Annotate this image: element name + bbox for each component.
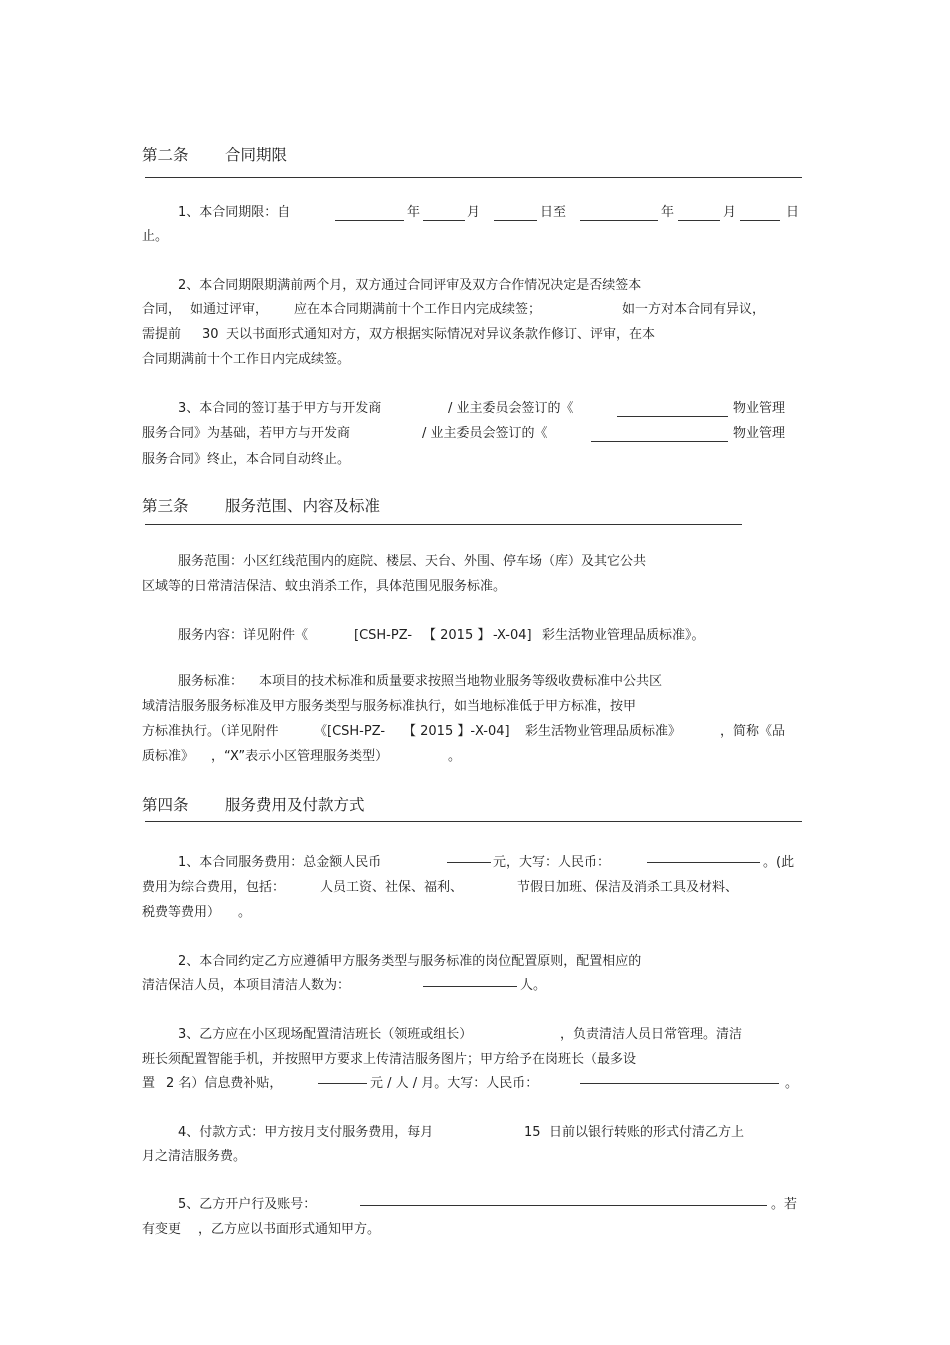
standard-line-3a: 方标准执行。（详见附件 (142, 724, 279, 739)
fee-line-1c: 。(此 (763, 855, 795, 870)
article-4-title: 服务费用及付款方式 (225, 796, 365, 814)
article-2-rule (145, 177, 802, 178)
article-4-number: 第四条 (142, 796, 189, 814)
start-year-blank[interactable] (335, 220, 404, 221)
standard-line-4c: 。 (448, 749, 462, 764)
payment-line-2: 月之清洁服务费。 (142, 1149, 247, 1164)
standard-label: 服务标准： (178, 674, 244, 689)
basis-line-3: 服务合同》终止，本合同自动终止。 (142, 452, 351, 467)
staff-line-2a: 清洁保洁人员，本项目清洁人数为： (142, 978, 351, 993)
article-4-rule (145, 821, 802, 822)
staff-count-blank[interactable] (423, 986, 517, 987)
leader-line-3c: 元 / 人 / 月。大写：人民币： (370, 1076, 539, 1091)
renewal-line-3c: 天以书面形式通知对方，双方根据实际情况对异议条款作修订、评审，在本 (226, 327, 656, 342)
standard-line-1: 本项目的技术标准和质量要求按照当地物业服务等级收费标准中公共区 (259, 674, 663, 689)
basis-line-2a: 服务合同》为基础，若甲方与开发商 (142, 426, 351, 441)
payment-line-1c: 日前以银行转账的形式付清乙方上 (549, 1125, 745, 1140)
leader-line-3a: 置 (142, 1076, 156, 1091)
payment-line-1b: 15 (524, 1125, 541, 1140)
fee-line-1b: 元，大写：人民币： (493, 855, 611, 870)
subsidy-amount-blank[interactable] (318, 1083, 367, 1084)
basis-line-2b: / 业主委员会签订的《 (422, 426, 548, 441)
renewal-line-2d: 如一方对本合同有异议， (622, 302, 766, 317)
fee-line-1a: 1、本合同服务费用：总金额人民币 (178, 855, 382, 870)
renewal-line-2c: 应在本合同期满前十个工作日内完成续签； (294, 302, 542, 317)
article-3-number: 第三条 (142, 497, 189, 515)
bank-line-2a: 有变更 (142, 1222, 182, 1237)
basis-line-1c: 物业管理 (733, 401, 786, 416)
fee-line-2c: 节假日加班、保洁及消杀工具及材料、 (517, 880, 739, 895)
term-end-text: 止。 (142, 229, 169, 244)
day-end-label: 日 (786, 205, 800, 220)
basis-contract-blank-2[interactable] (591, 441, 728, 442)
leader-line-3d: 。 (785, 1076, 799, 1091)
article-2-title: 合同期限 (225, 146, 288, 164)
standard-line-3c: 【 2015 】-X-04] (403, 724, 510, 739)
staff-line-1: 2、本合同约定乙方应遵循甲方服务类型与服务标准的岗位配置原则，配置相应的 (178, 954, 642, 969)
renewal-line-3b: 30 (202, 327, 219, 342)
subsidy-words-blank[interactable] (580, 1083, 779, 1084)
term-start-label: 1、本合同期限：自 (178, 205, 291, 220)
content-code-c: -X-04] (493, 628, 532, 643)
end-year-blank[interactable] (580, 220, 658, 221)
renewal-line-3a: 需提前 (142, 327, 182, 342)
bank-line-1a: 5、乙方开户行及账号： (178, 1197, 317, 1212)
year-label-2: 年 (661, 205, 675, 220)
start-day-blank[interactable] (494, 220, 537, 221)
fee-amount-words-blank[interactable] (647, 862, 760, 863)
article-3-title: 服务范围、内容及标准 (225, 497, 381, 515)
end-day-blank[interactable] (740, 220, 780, 221)
scope-line-2: 区域等的日常清洁保洁、蚊虫消杀工作，具体范围见服务标准。 (142, 579, 507, 594)
standard-line-3e: ，简称《品 (720, 724, 786, 739)
basis-contract-blank-1[interactable] (617, 416, 728, 417)
end-month-blank[interactable] (678, 220, 720, 221)
content-label: 服务内容：详见附件《 (178, 628, 309, 643)
payment-line-1a: 4、付款方式：甲方按月支付服务费用，每月 (178, 1125, 434, 1140)
basis-line-1a: 3、本合同的签订基于甲方与开发商 (178, 401, 382, 416)
fee-line-2a: 费用为综合费用，包括： (142, 880, 286, 895)
start-month-blank[interactable] (423, 220, 465, 221)
fee-line-3b: 。 (238, 905, 252, 920)
basis-line-2c: 物业管理 (733, 426, 786, 441)
content-standard: 彩生活物业管理品质标准》。 (542, 628, 705, 643)
content-code-b: 【 2015 】 (423, 628, 491, 643)
basis-line-1b: / 业主委员会签订的《 (448, 401, 574, 416)
bank-line-1b: 。若 (771, 1197, 798, 1212)
standard-line-4a: 质标准》 (142, 749, 195, 764)
leader-line-1a: 3、乙方应在小区现场配置清洁班长（领班或组长） (178, 1027, 473, 1042)
month-label-2: 月 (723, 205, 737, 220)
day-to-label: 日至 (540, 205, 567, 220)
renewal-line-4: 合同期满前十个工作日内完成续签。 (142, 352, 351, 367)
month-label: 月 (467, 205, 481, 220)
renewal-line-1: 2、本合同期限期满前两个月，双方通过合同评审及双方合作情况决定是否续签本 (178, 278, 642, 293)
article-3-rule (145, 524, 742, 525)
bank-account-blank[interactable] (360, 1205, 767, 1206)
article-2-number: 第二条 (142, 146, 189, 164)
standard-line-2: 域清洁服务服务标准及甲方服务类型与服务标准执行，如当地标准低于甲方标准，按甲 (142, 699, 637, 714)
fee-line-2b: 人员工资、社保、福利、 (320, 880, 464, 895)
fee-amount-blank[interactable] (447, 862, 491, 863)
renewal-line-2b: 如通过评审， (190, 302, 269, 317)
staff-line-2b: 人。 (520, 978, 547, 993)
standard-line-4b: ，“X”表示小区管理服务类型） (211, 749, 389, 764)
scope-line-1: 服务范围：小区红线范围内的庭院、楼层、天台、外围、停车场（库）及其它公共 (178, 554, 647, 569)
bank-line-2b: ，乙方应以书面形式通知甲方。 (198, 1222, 381, 1237)
fee-line-3a: 税费等费用） (142, 905, 221, 920)
leader-line-1b: ，负责清洁人员日常管理。清洁 (560, 1027, 743, 1042)
renewal-line-2a: 合同， (142, 302, 182, 317)
leader-line-2: 班长须配置智能手机，并按照甲方要求上传清洁服务图片；甲方给予在岗班长（最多设 (142, 1052, 637, 1067)
year-label: 年 (407, 205, 421, 220)
leader-line-3b: 2 名）信息费补贴， (166, 1076, 283, 1091)
standard-line-3d: 彩生活物业管理品质标准》 (525, 724, 682, 739)
standard-line-3b: 《[CSH-PZ- (314, 724, 386, 739)
content-code-a: [CSH-PZ- (354, 628, 413, 643)
